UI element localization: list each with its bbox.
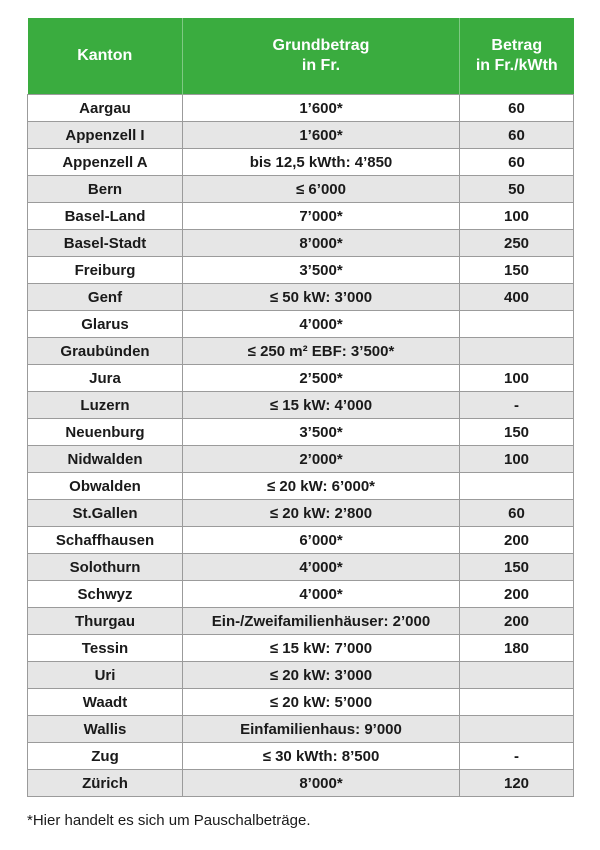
cell-betrag: 150 bbox=[460, 257, 574, 284]
cell-kanton: Schaffhausen bbox=[28, 527, 183, 554]
cell-kanton: Neuenburg bbox=[28, 419, 183, 446]
cell-betrag: - bbox=[460, 743, 574, 770]
cell-grundbetrag: 2’000* bbox=[183, 446, 460, 473]
cell-betrag: 200 bbox=[460, 581, 574, 608]
cell-kanton: Appenzell A bbox=[28, 149, 183, 176]
footnote: *Hier handelt es sich um Pauschalbeträge. bbox=[27, 812, 311, 829]
cell-kanton: Jura bbox=[28, 365, 183, 392]
cell-grundbetrag: 1’600* bbox=[183, 95, 460, 122]
cell-betrag: - bbox=[460, 392, 574, 419]
cell-kanton: Solothurn bbox=[28, 554, 183, 581]
header-betrag-line2: in Fr./kWth bbox=[475, 57, 558, 74]
cell-kanton: Tessin bbox=[28, 635, 183, 662]
cell-kanton: Wallis bbox=[28, 716, 183, 743]
cell-betrag: 200 bbox=[460, 608, 574, 635]
cell-betrag bbox=[460, 338, 574, 365]
cell-kanton: Nidwalden bbox=[28, 446, 183, 473]
table-body bbox=[28, 95, 574, 797]
header-kanton-label: Kanton bbox=[77, 47, 133, 64]
cell-kanton: Bern bbox=[28, 176, 183, 203]
cell-betrag: 150 bbox=[460, 419, 574, 446]
table-row bbox=[28, 716, 574, 743]
header-row bbox=[28, 18, 574, 95]
table-row bbox=[28, 311, 574, 338]
table-row bbox=[28, 419, 574, 446]
header-kanton bbox=[28, 18, 183, 95]
cell-kanton: Uri bbox=[28, 662, 183, 689]
cell-betrag: 150 bbox=[460, 554, 574, 581]
cell-kanton: Basel-Stadt bbox=[28, 230, 183, 257]
cell-grundbetrag: 4’000* bbox=[183, 581, 460, 608]
cell-grundbetrag: 4’000* bbox=[183, 311, 460, 338]
table-row bbox=[28, 176, 574, 203]
table-row bbox=[28, 149, 574, 176]
cell-kanton: Aargau bbox=[28, 95, 183, 122]
header-grundbetrag bbox=[183, 18, 460, 95]
table-row bbox=[28, 473, 574, 500]
cell-betrag: 120 bbox=[460, 770, 574, 797]
table-row bbox=[28, 581, 574, 608]
cell-grundbetrag: 1’600* bbox=[183, 122, 460, 149]
cell-grundbetrag: 7’000* bbox=[183, 203, 460, 230]
cell-betrag: 60 bbox=[460, 500, 574, 527]
table-row bbox=[28, 230, 574, 257]
cell-betrag bbox=[460, 662, 574, 689]
table-row bbox=[28, 203, 574, 230]
cell-betrag: 60 bbox=[460, 122, 574, 149]
cell-betrag: 100 bbox=[460, 446, 574, 473]
cell-betrag: 100 bbox=[460, 203, 574, 230]
table-header bbox=[28, 18, 574, 95]
table-row bbox=[28, 257, 574, 284]
cell-grundbetrag: 8’000* bbox=[183, 230, 460, 257]
cell-grundbetrag: ≤ 6’000 bbox=[183, 176, 460, 203]
cell-betrag: 200 bbox=[460, 527, 574, 554]
header-betrag-line1: Betrag bbox=[491, 37, 543, 54]
cell-kanton: Thurgau bbox=[28, 608, 183, 635]
table-row bbox=[28, 635, 574, 662]
table-row bbox=[28, 500, 574, 527]
cell-kanton: Schwyz bbox=[28, 581, 183, 608]
cell-kanton: Zug bbox=[28, 743, 183, 770]
cell-grundbetrag: Ein-/Zweifamilienhäuser: 2’000 bbox=[183, 608, 460, 635]
cell-betrag: 50 bbox=[460, 176, 574, 203]
cell-grundbetrag: ≤ 20 kW: 5’000 bbox=[183, 689, 460, 716]
subsidy-table-container bbox=[27, 18, 573, 797]
cell-grundbetrag: ≤ 20 kW: 6’000* bbox=[183, 473, 460, 500]
cell-betrag: 60 bbox=[460, 95, 574, 122]
cell-kanton: Luzern bbox=[28, 392, 183, 419]
header-grundbetrag-line2: in Fr. bbox=[301, 57, 341, 74]
cell-grundbetrag: 6’000* bbox=[183, 527, 460, 554]
cell-betrag bbox=[460, 689, 574, 716]
header-betrag bbox=[460, 18, 574, 95]
table-row bbox=[28, 284, 574, 311]
cell-kanton: Appenzell I bbox=[28, 122, 183, 149]
subsidy-table bbox=[27, 18, 574, 797]
cell-kanton: Glarus bbox=[28, 311, 183, 338]
cell-grundbetrag: ≤ 20 kW: 3’000 bbox=[183, 662, 460, 689]
cell-grundbetrag: 2’500* bbox=[183, 365, 460, 392]
table-row bbox=[28, 95, 574, 122]
table-row bbox=[28, 689, 574, 716]
header-grundbetrag-line1: Grundbetrag bbox=[272, 37, 370, 54]
cell-grundbetrag: ≤ 20 kW: 2’800 bbox=[183, 500, 460, 527]
cell-betrag: 400 bbox=[460, 284, 574, 311]
cell-betrag: 250 bbox=[460, 230, 574, 257]
cell-kanton: Genf bbox=[28, 284, 183, 311]
table-row bbox=[28, 122, 574, 149]
table-row bbox=[28, 554, 574, 581]
cell-kanton: Freiburg bbox=[28, 257, 183, 284]
cell-kanton: Waadt bbox=[28, 689, 183, 716]
cell-grundbetrag: ≤ 250 m² EBF: 3’500* bbox=[183, 338, 460, 365]
cell-grundbetrag: 8’000* bbox=[183, 770, 460, 797]
cell-grundbetrag: 3’500* bbox=[183, 257, 460, 284]
cell-grundbetrag: ≤ 15 kW: 4’000 bbox=[183, 392, 460, 419]
cell-grundbetrag: ≤ 15 kW: 7’000 bbox=[183, 635, 460, 662]
table-row bbox=[28, 392, 574, 419]
cell-kanton: St.Gallen bbox=[28, 500, 183, 527]
table-row bbox=[28, 446, 574, 473]
cell-kanton: Graubünden bbox=[28, 338, 183, 365]
cell-grundbetrag: Einfamilienhaus: 9’000 bbox=[183, 716, 460, 743]
cell-grundbetrag: 3’500* bbox=[183, 419, 460, 446]
table-row bbox=[28, 662, 574, 689]
cell-grundbetrag: ≤ 30 kWth: 8’500 bbox=[183, 743, 460, 770]
cell-betrag: 180 bbox=[460, 635, 574, 662]
cell-kanton: Obwalden bbox=[28, 473, 183, 500]
table-row bbox=[28, 338, 574, 365]
table-row bbox=[28, 770, 574, 797]
cell-kanton: Basel-Land bbox=[28, 203, 183, 230]
cell-betrag bbox=[460, 716, 574, 743]
table-row bbox=[28, 608, 574, 635]
table-row bbox=[28, 743, 574, 770]
cell-grundbetrag: bis 12,5 kWth: 4’850 bbox=[183, 149, 460, 176]
cell-grundbetrag: 4’000* bbox=[183, 554, 460, 581]
cell-betrag bbox=[460, 473, 574, 500]
table-row bbox=[28, 527, 574, 554]
cell-betrag: 100 bbox=[460, 365, 574, 392]
cell-betrag bbox=[460, 311, 574, 338]
cell-kanton: Zürich bbox=[28, 770, 183, 797]
cell-betrag: 60 bbox=[460, 149, 574, 176]
table-row bbox=[28, 365, 574, 392]
cell-grundbetrag: ≤ 50 kW: 3’000 bbox=[183, 284, 460, 311]
